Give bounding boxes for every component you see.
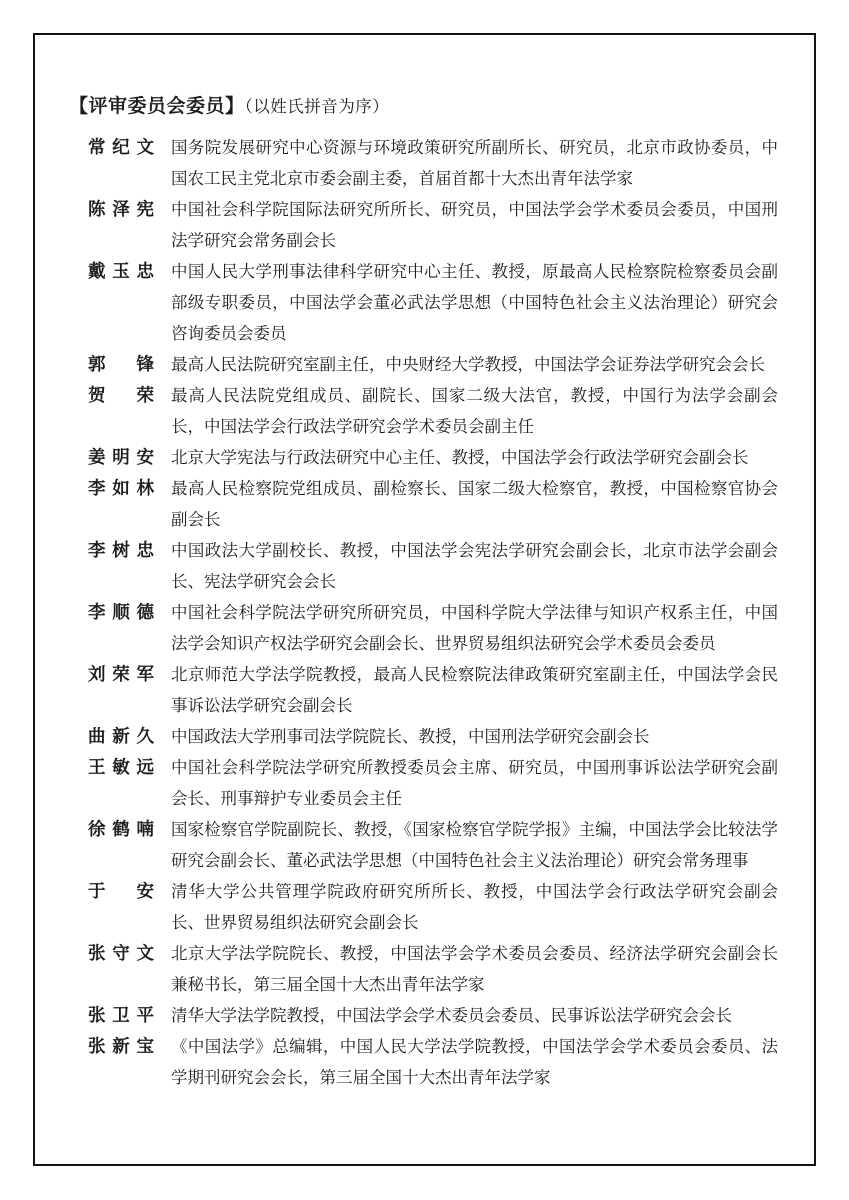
- member-description: 中国社会科学院国际法研究所所长、研究员，中国法学会学术委员会委员，中国刑法学研究会常务副会长: [171, 200, 778, 250]
- member-row: [69, 721, 778, 752]
- member-name: 陈泽宪: [88, 199, 154, 219]
- section-heading: [69, 91, 778, 123]
- page-border-frame: [33, 33, 816, 1166]
- member-description: 最高人民法院研究室副主任，中央财经大学教授，中国法学会证券法学研究会会长: [171, 355, 765, 374]
- member-row: [69, 349, 778, 380]
- member-row: [69, 256, 778, 349]
- member-name: 张新宝: [88, 1036, 154, 1056]
- member-description: 中国社会科学院法学研究所研究员，中国科学院大学法律与知识产权系主任，中国法学会知识产权法学研究会副会长、世界贸易组织法研究会学术委员会委员: [171, 603, 778, 653]
- member-name: 于 安: [88, 881, 154, 901]
- member-description: 《中国法学》总编辑，中国人民大学法学院教授，中国法学会学术委员会委员、法学期刊研究会会长，第三届全国十大杰出青年法学家: [171, 1037, 778, 1087]
- member-description: 北京大学宪法与行政法研究中心主任、教授，中国法学会行政法学研究会副会长: [171, 448, 749, 467]
- member-row: [69, 442, 778, 473]
- member-description: 国务院发展研究中心资源与环境政策研究所副所长、研究员，北京市政协委员，中国农工民主党北京市委会副主委，首届首都十大杰出青年法学家: [171, 138, 778, 188]
- member-name: 曲新久: [88, 726, 154, 746]
- member-description: 中国政法大学刑事司法学院院长、教授，中国刑法学研究会副会长: [171, 727, 650, 746]
- member-name: 戴玉忠: [88, 261, 154, 281]
- section-sort-note: （以姓氏拼音为序）: [244, 97, 390, 116]
- member-name: 刘荣军: [88, 664, 154, 684]
- member-name: 郭 锋: [88, 354, 154, 374]
- member-row: [69, 1000, 778, 1031]
- member-description: 北京师范大学法学院教授，最高人民检察院法律政策研究室副主任，中国法学会民事诉讼法学研究会副会长: [171, 665, 778, 715]
- member-row: [69, 1031, 778, 1093]
- member-row: [69, 194, 778, 256]
- section-title: 【评审委员会委员】: [69, 96, 245, 117]
- member-name: 李如林: [88, 478, 154, 498]
- member-row: [69, 535, 778, 597]
- member-row: [69, 876, 778, 938]
- member-name: 李树忠: [88, 540, 154, 560]
- member-description: 中国人民大学刑事法律科学研究中心主任、教授，原最高人民检察院检察委员会副部级专职委员，中国法学会董必武法学思想（中国特色社会主义法治理论）研究会咨询委员会委员: [171, 262, 778, 343]
- member-name: 徐鹤喃: [88, 819, 154, 839]
- member-description: 清华大学公共管理学院政府研究所所长、教授，中国法学会行政法学研究会副会长、世界贸易组织法研究会副会长: [171, 882, 778, 932]
- member-name: 姜明安: [88, 447, 154, 467]
- member-row: [69, 597, 778, 659]
- member-description: 北京大学法学院院长、教授，中国法学会学术委员会委员、经济法学研究会副会长兼秘书长，第三届全国十大杰出青年法学家: [171, 944, 778, 994]
- member-name: 贺 荣: [88, 385, 154, 405]
- member-description: 最高人民检察院党组成员、副检察长、国家二级大检察官，教授，中国检察官协会副会长: [171, 479, 778, 529]
- member-description: 国家检察官学院副院长、教授，《国家检察官学院学报》主编，中国法学会比较法学研究会副会长、董必武法学思想（中国特色社会主义法治理论）研究会常务理事: [171, 820, 778, 870]
- member-row: [69, 132, 778, 194]
- member-list: [69, 132, 778, 1093]
- member-description: 中国社会科学院法学研究所教授委员会主席、研究员，中国刑事诉讼法学研究会副会长、刑事辩护专业委员会主任: [171, 758, 778, 808]
- member-row: [69, 473, 778, 535]
- member-description: 最高人民法院党组成员、副院长、国家二级大法官，教授，中国行为法学会副会长，中国法学会行政法学研究会学术委员会副主任: [171, 386, 778, 436]
- member-name: 李顺德: [88, 602, 154, 622]
- member-name: 张守文: [88, 943, 154, 963]
- member-row: [69, 814, 778, 876]
- member-row: [69, 659, 778, 721]
- member-row: [69, 752, 778, 814]
- member-row: [69, 380, 778, 442]
- member-name: 张卫平: [88, 1005, 154, 1025]
- member-row: [69, 938, 778, 1000]
- member-name: 王敏远: [88, 757, 154, 777]
- member-name: 常纪文: [88, 137, 154, 157]
- member-description: 中国政法大学副校长、教授，中国法学会宪法学研究会副会长，北京市法学会副会长、宪法学研究会会长: [171, 541, 778, 591]
- member-description: 清华大学法学院教授，中国法学会学术委员会委员、民事诉讼法学研究会会长: [171, 1006, 732, 1025]
